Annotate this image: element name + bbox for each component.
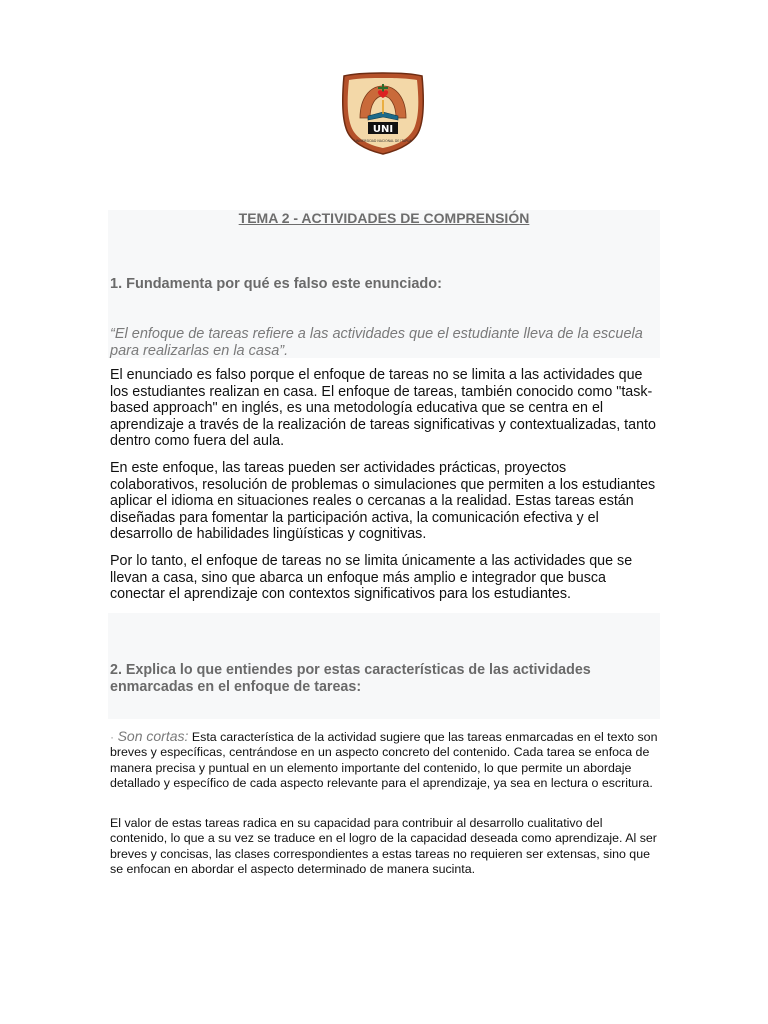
answer-paragraph-1: El enunciado es falso porque el enfoque de tareas no se limita a las actividades que los estudiantes realizan en casa. El enfoque de tareas, también conocido como "task-based approach" en inglés, es una metodología educativa que se centra en el aprendizaje a través de la realización de tareas significativas y contextualizadas, tanto dentro como fuera del aula.	[110, 367, 656, 450]
question2-heading: 2. Explica lo que entiendes por estas características de las actividades enmarcadas en el enfoque de tareas:	[110, 662, 591, 695]
characteristic-item-1-continuation: El valor de estas tareas radica en su capacidad para contribuir al desarrollo cualitativo del contenido, lo que a su vez se traduce en el logro de la capacidad deseada como aprendizaje. Al ser breves y concisas, las clases correspondientes a estas tareas no requieren ser extensas, sino que se enfocan en abordar el aspecto determinado de manera sucinta.	[110, 816, 657, 876]
bullet-icon: ·	[110, 730, 115, 744]
answer-paragraph-3: Por lo tanto, el enfoque de tareas no se limita únicamente a las actividades que se llevan a casa, sino que abarca un enfoque más amplio e integrador que busca conectar el aprendizaje con contextos significativos para los estudiantes.	[110, 553, 633, 603]
document-title: TEMA 2 - ACTIVIDADES DE COMPRENSIÓN	[238, 210, 530, 226]
university-logo	[340, 70, 426, 156]
question1-quote: “El enfoque de tareas refiere a las actividades que el estudiante lleva de la escuela para realizarlas en la casa”.	[110, 326, 643, 359]
question1-heading: 1. Fundamenta por qué es falso este enunciado:	[110, 276, 442, 292]
svg-text:UNIVERSIDAD NACIONAL DE ITAPÚA: UNIVERSIDAD NACIONAL DE ITAPÚA	[354, 139, 412, 143]
svg-text:UNI: UNI	[372, 124, 394, 135]
answer-paragraph-2: En este enfoque, las tareas pueden ser actividades prácticas, proyectos colaborativos, resolución de problemas o simulaciones que permiten a los estudiantes aplicar el idioma en situaciones reales o cercanas a la realidad. Estas tareas están diseñadas para fomentar la participación activa, la comunicación efectiva y el desarrollo de habilidades lingüísticas y cognitivas.	[110, 460, 656, 543]
characteristic-lead: Son cortas:	[117, 728, 189, 744]
characteristic-text: Esta característica de la actividad sugiere que las tareas enmarcadas en el texto son breves y específicas, centrándose en un aspecto concreto del contenido. Cada tarea se enfoca de manera precisa y puntual en un elemento importante del contenido, lo que permite un abordaje detallado y específico de cada aspecto relevante para el aprendizaje, ya sea en lectura o escritura.	[110, 730, 658, 790]
characteristic-item-1	[110, 729, 658, 791]
